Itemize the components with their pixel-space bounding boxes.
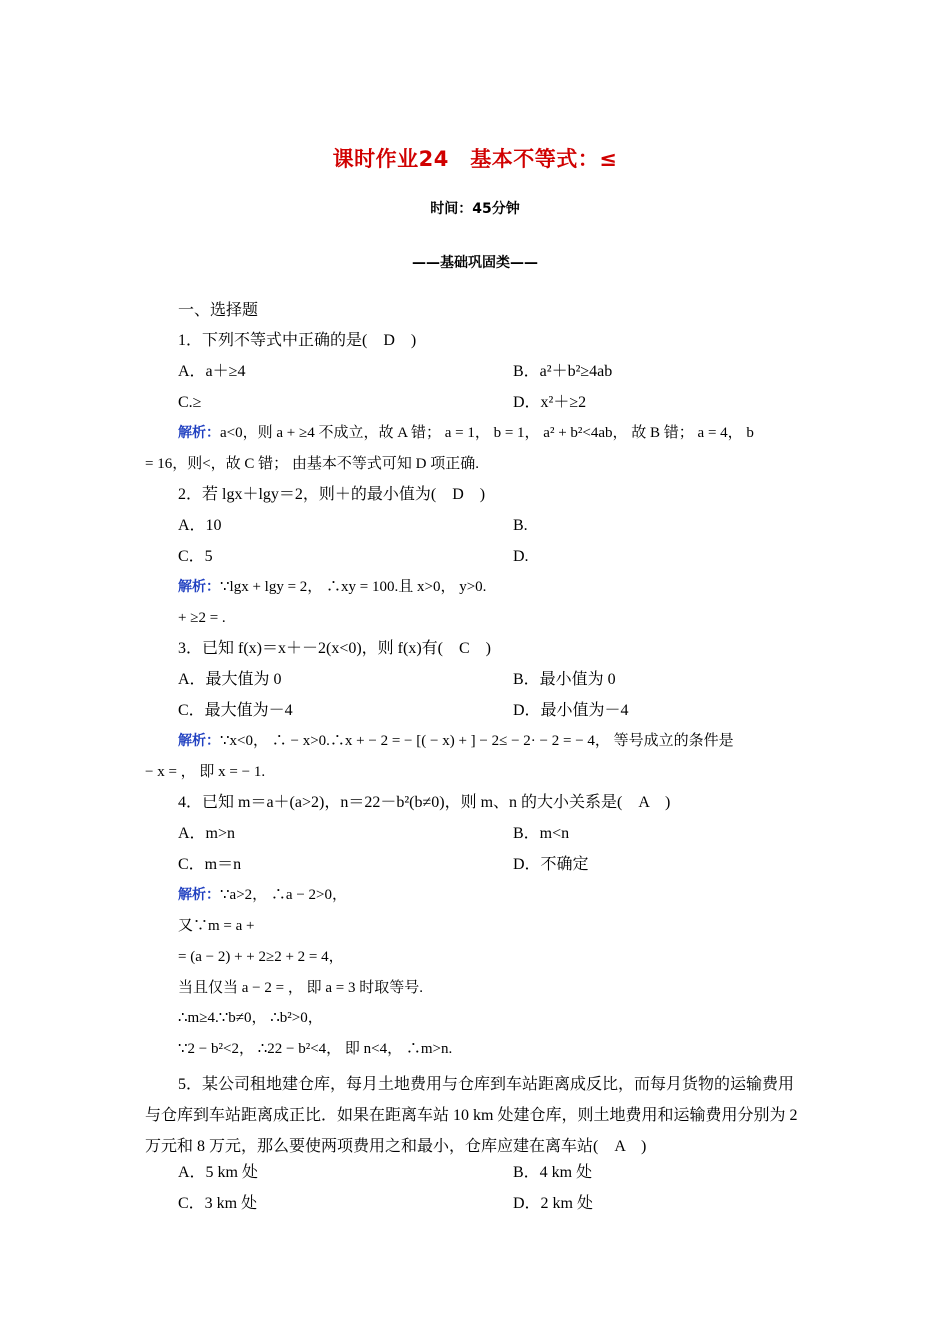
- q4-option-b: B．m<n: [513, 825, 570, 842]
- q2-option-b: B.: [513, 517, 528, 534]
- q2-stem: 2．若 lgx＋lgy＝2，则＋的最小值为( D ): [178, 486, 486, 503]
- q4-option-c: C．m＝n: [178, 856, 242, 873]
- q2-option-a: A．10: [178, 517, 222, 534]
- choice-heading: 一、选择题: [178, 302, 259, 319]
- q2-solution-line2: + ≥2 = .: [178, 610, 226, 626]
- solution-label: 解析：: [178, 733, 220, 749]
- q2-option-c: C．5: [178, 548, 213, 565]
- q1-option-c: C.≥: [178, 394, 202, 411]
- q4-option-a: A．m>n: [178, 825, 236, 842]
- q3-solution-line1: 解析：∵x<0， ∴ − x>0.∴x + − 2 = − [( − x) + ] − 2≤ − 2· − 2 = − 4， 等号成立的条件是: [178, 733, 734, 749]
- q3-option-d: D．最小值为－4: [513, 702, 629, 719]
- q2-solution-line1: 解析：∵lgx + lgy = 2， ∴xy = 100.且 x>0， y>0.: [178, 579, 487, 595]
- q5-option-c: C．3 km 处: [178, 1195, 258, 1212]
- q3-option-a: A．最大值为 0: [178, 671, 282, 688]
- q4-solution-line5: ∴m≥4.∵b≠0， ∴b²>0，: [178, 1010, 323, 1026]
- q4-solution-line6: ∵2 − b²<2， ∴22 − b²<4， 即 n<4， ∴m>n.: [178, 1041, 453, 1057]
- q3-solution-line2: − x = ， 即 x = − 1.: [145, 764, 266, 780]
- q1-solution-line2: = 16，则<，故 C 错； 由基本不等式可知 D 项正确.: [145, 456, 480, 472]
- q3-stem: 3．已知 f(x)＝x＋－2(x<0)，则 f(x)有( C ): [178, 640, 491, 657]
- q5-stem: 5．某公司租地建仓库，每月土地费用与仓库到车站距离成反比，而每月货物的运输费用与仓库到车站距离成正比．如果在距离车站 10 km 处建仓库，则土地费用和运输费用分别为 2 万元和 8 万元，那么要使两项费用之和最小，仓库应建在离车站( A ): [145, 1076, 798, 1155]
- q2-option-d: D.: [513, 548, 529, 565]
- q1-option-b: B．a²＋b²≥4ab: [513, 363, 613, 380]
- q4-solution-line4: 当且仅当 a − 2 = ， 即 a = 3 时取等号.: [178, 980, 423, 996]
- q4-solution-line3: = (a − 2) + + 2≥2 + 2 = 4，: [178, 949, 344, 965]
- q1-option-a: A．a＋≥4: [178, 363, 246, 380]
- solution-label: 解析：: [178, 887, 220, 903]
- q1-option-d: D．x²＋≥2: [513, 394, 587, 411]
- q5-option-a: A．5 km 处: [178, 1164, 259, 1181]
- q5-option-d: D．2 km 处: [513, 1195, 594, 1212]
- solution-label: 解析：: [178, 579, 220, 595]
- q3-option-c: C．最大值为－4: [178, 702, 293, 719]
- q4-stem: 4．已知 m＝a＋(a>2)，n＝22－b²(b≠0)，则 m、n 的大小关系是( A ): [178, 794, 671, 811]
- q4-solution-line2: 又∵m = a +: [178, 918, 255, 934]
- q4-option-d: D．不确定: [513, 856, 589, 873]
- section-heading: ——基础巩固类——: [412, 255, 538, 271]
- q3-option-b: B．最小值为 0: [513, 671, 616, 688]
- q4-solution-line1: 解析：∵a>2， ∴a − 2>0，: [178, 887, 347, 903]
- solution-label: 解析：: [178, 425, 220, 441]
- page-title: 课时作业24 基本不等式：≤: [332, 147, 618, 171]
- q1-stem: 1．下列不等式中正确的是( D ): [178, 332, 417, 349]
- q5-option-b: B．4 km 处: [513, 1164, 593, 1181]
- time-limit: 时间：45分钟: [430, 201, 520, 217]
- q1-solution-line1: 解析：a<0，则 a + ≥4 不成立，故 A 错； a = 1， b = 1， a² + b²<4ab， 故 B 错； a = 4， b: [178, 425, 754, 441]
